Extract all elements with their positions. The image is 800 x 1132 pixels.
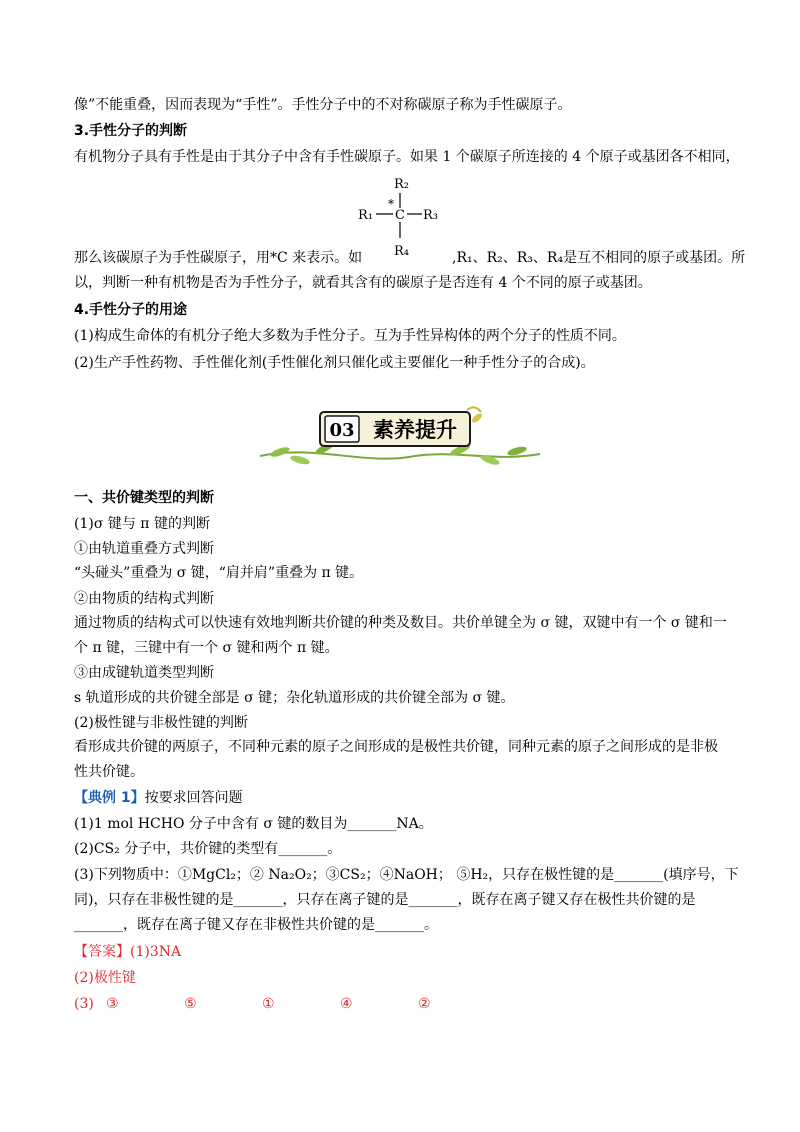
example-q1: (1)1 mol HCHO 分子中含有 σ 键的数目为_______NA。 [74, 816, 433, 832]
answer-3-item: ② [418, 996, 431, 1012]
r1-label: R₁ [358, 208, 373, 223]
section-banner [255, 404, 545, 474]
answer-3-prefix: (3) [74, 996, 94, 1012]
answer-3-item: ③ [106, 996, 119, 1012]
r2-label: R₂ [394, 177, 409, 192]
part-1-line-8: s 轨道形成的共价键全部是 σ 键；杂化轨道形成的共价键全部为 σ 键。 [74, 690, 515, 706]
answer-3-item: ① [262, 996, 275, 1012]
example-q3-a: (3)下列物质中：①MgCl₂；② Na₂O₂；③CS₂；④NaOH； ⑤H₂，只存在极性键的是_______(填序号，下 [74, 867, 739, 883]
section-3-title: 3.手性分子的判断 [74, 123, 188, 139]
banner-number: 03 [329, 420, 355, 441]
answer-3-item: ⑤ [184, 996, 197, 1012]
example-prompt: 按要求回答问题 [144, 790, 243, 806]
example-label: 【典例 1】 [74, 790, 145, 806]
answer-1: (1)3NA [130, 944, 182, 960]
answer-label: 【答案】 [74, 944, 130, 960]
star-mark: * [388, 197, 394, 211]
answer-line-1 [74, 942, 181, 962]
example-q3-c: _______，既存在离子键又存在非极性共价键的是_______。 [74, 917, 438, 933]
intro-line: 像”不能重叠，因而表现为“手性”。手性分子中的不对称碳原子称为手性碳原子。 [74, 97, 572, 113]
answer-3-item: ④ [340, 996, 353, 1012]
r3-label: R₃ [423, 208, 438, 223]
section-3-line-2b: ,R₁、R₂、R₃、R₄是互不相同的原子或基团。所 [452, 250, 746, 266]
part-1-line-10: 看形成共价键的两原子，不同种元素的原子之间形成的是极性共价键，同种元素的原子之间形成的是非极 [74, 739, 718, 755]
part-1-line-2: ①由轨道重叠方式判断 [74, 541, 214, 557]
leaf [289, 454, 310, 466]
r4-label: R₄ [394, 244, 409, 259]
part-1-line-9: (2)极性键与非极性键的判断 [74, 715, 248, 731]
section-4-line-2: (2)生产手性药物、手性催化剂(手性催化剂只催化或主要催化一种手性分子的合成)。 [74, 355, 595, 371]
part-1-line-4: ②由物质的结构式判断 [74, 591, 214, 607]
example-header [74, 788, 243, 808]
part-1-line-3: “头碰头”重叠为 σ 键，“肩并肩”重叠为 π 键。 [74, 565, 364, 581]
section-3-line-2a: 那么该碳原子为手性碳原子，用*C 来表示。如 [74, 250, 363, 266]
part-1-line-11: 性共价键。 [74, 764, 144, 780]
section-3-line-1: 有机物分子具有手性是由于其分子中含有手性碳原子。如果 1 个碳原子所连接的 4 个原子或基团各不相同， [74, 149, 740, 165]
part-1-line-1: (1)σ 键与 π 键的判断 [74, 516, 210, 532]
example-q2: (2)CS₂ 分子中，共价键的类型有_______。 [74, 841, 342, 857]
section-3-line-3: 以，判断一种有机物是否为手性分子，就看其含有的碳原子是否连有 4 个不同的原子或基团。 [74, 275, 652, 291]
carbon-label: C [395, 208, 405, 223]
part-1-line-6: 个 π 键，三键中有一个 σ 键和两个 π 键。 [74, 640, 339, 656]
wheat-grain [470, 412, 483, 424]
banner-title: 素养提升 [373, 417, 457, 442]
example-q3-b: 同)，只存在非极性键的是_______，只存在离子键的是_______，既存在离子键又存在极性共价键的是 [74, 892, 696, 908]
answer-line-3 [74, 994, 458, 1014]
part-1-line-5: 通过物质的结构式可以快速有效地判断共价键的种类及数目。共价单键全为 σ 键，双键中有一个 σ 键和一 [74, 615, 727, 631]
answer-2: (2)极性键 [74, 970, 136, 986]
wheat-decoration [467, 407, 481, 412]
part-1-line-7: ③由成键轨道类型判断 [74, 665, 214, 681]
section-4-line-1: (1)构成生命体的有机分子绝大多数为手性分子。互为手性异构体的两个分子的性质不同。 [74, 328, 626, 344]
section-4-title: 4.手性分子的用途 [74, 302, 188, 318]
part-1-title: 一、共价键类型的判断 [74, 490, 214, 506]
